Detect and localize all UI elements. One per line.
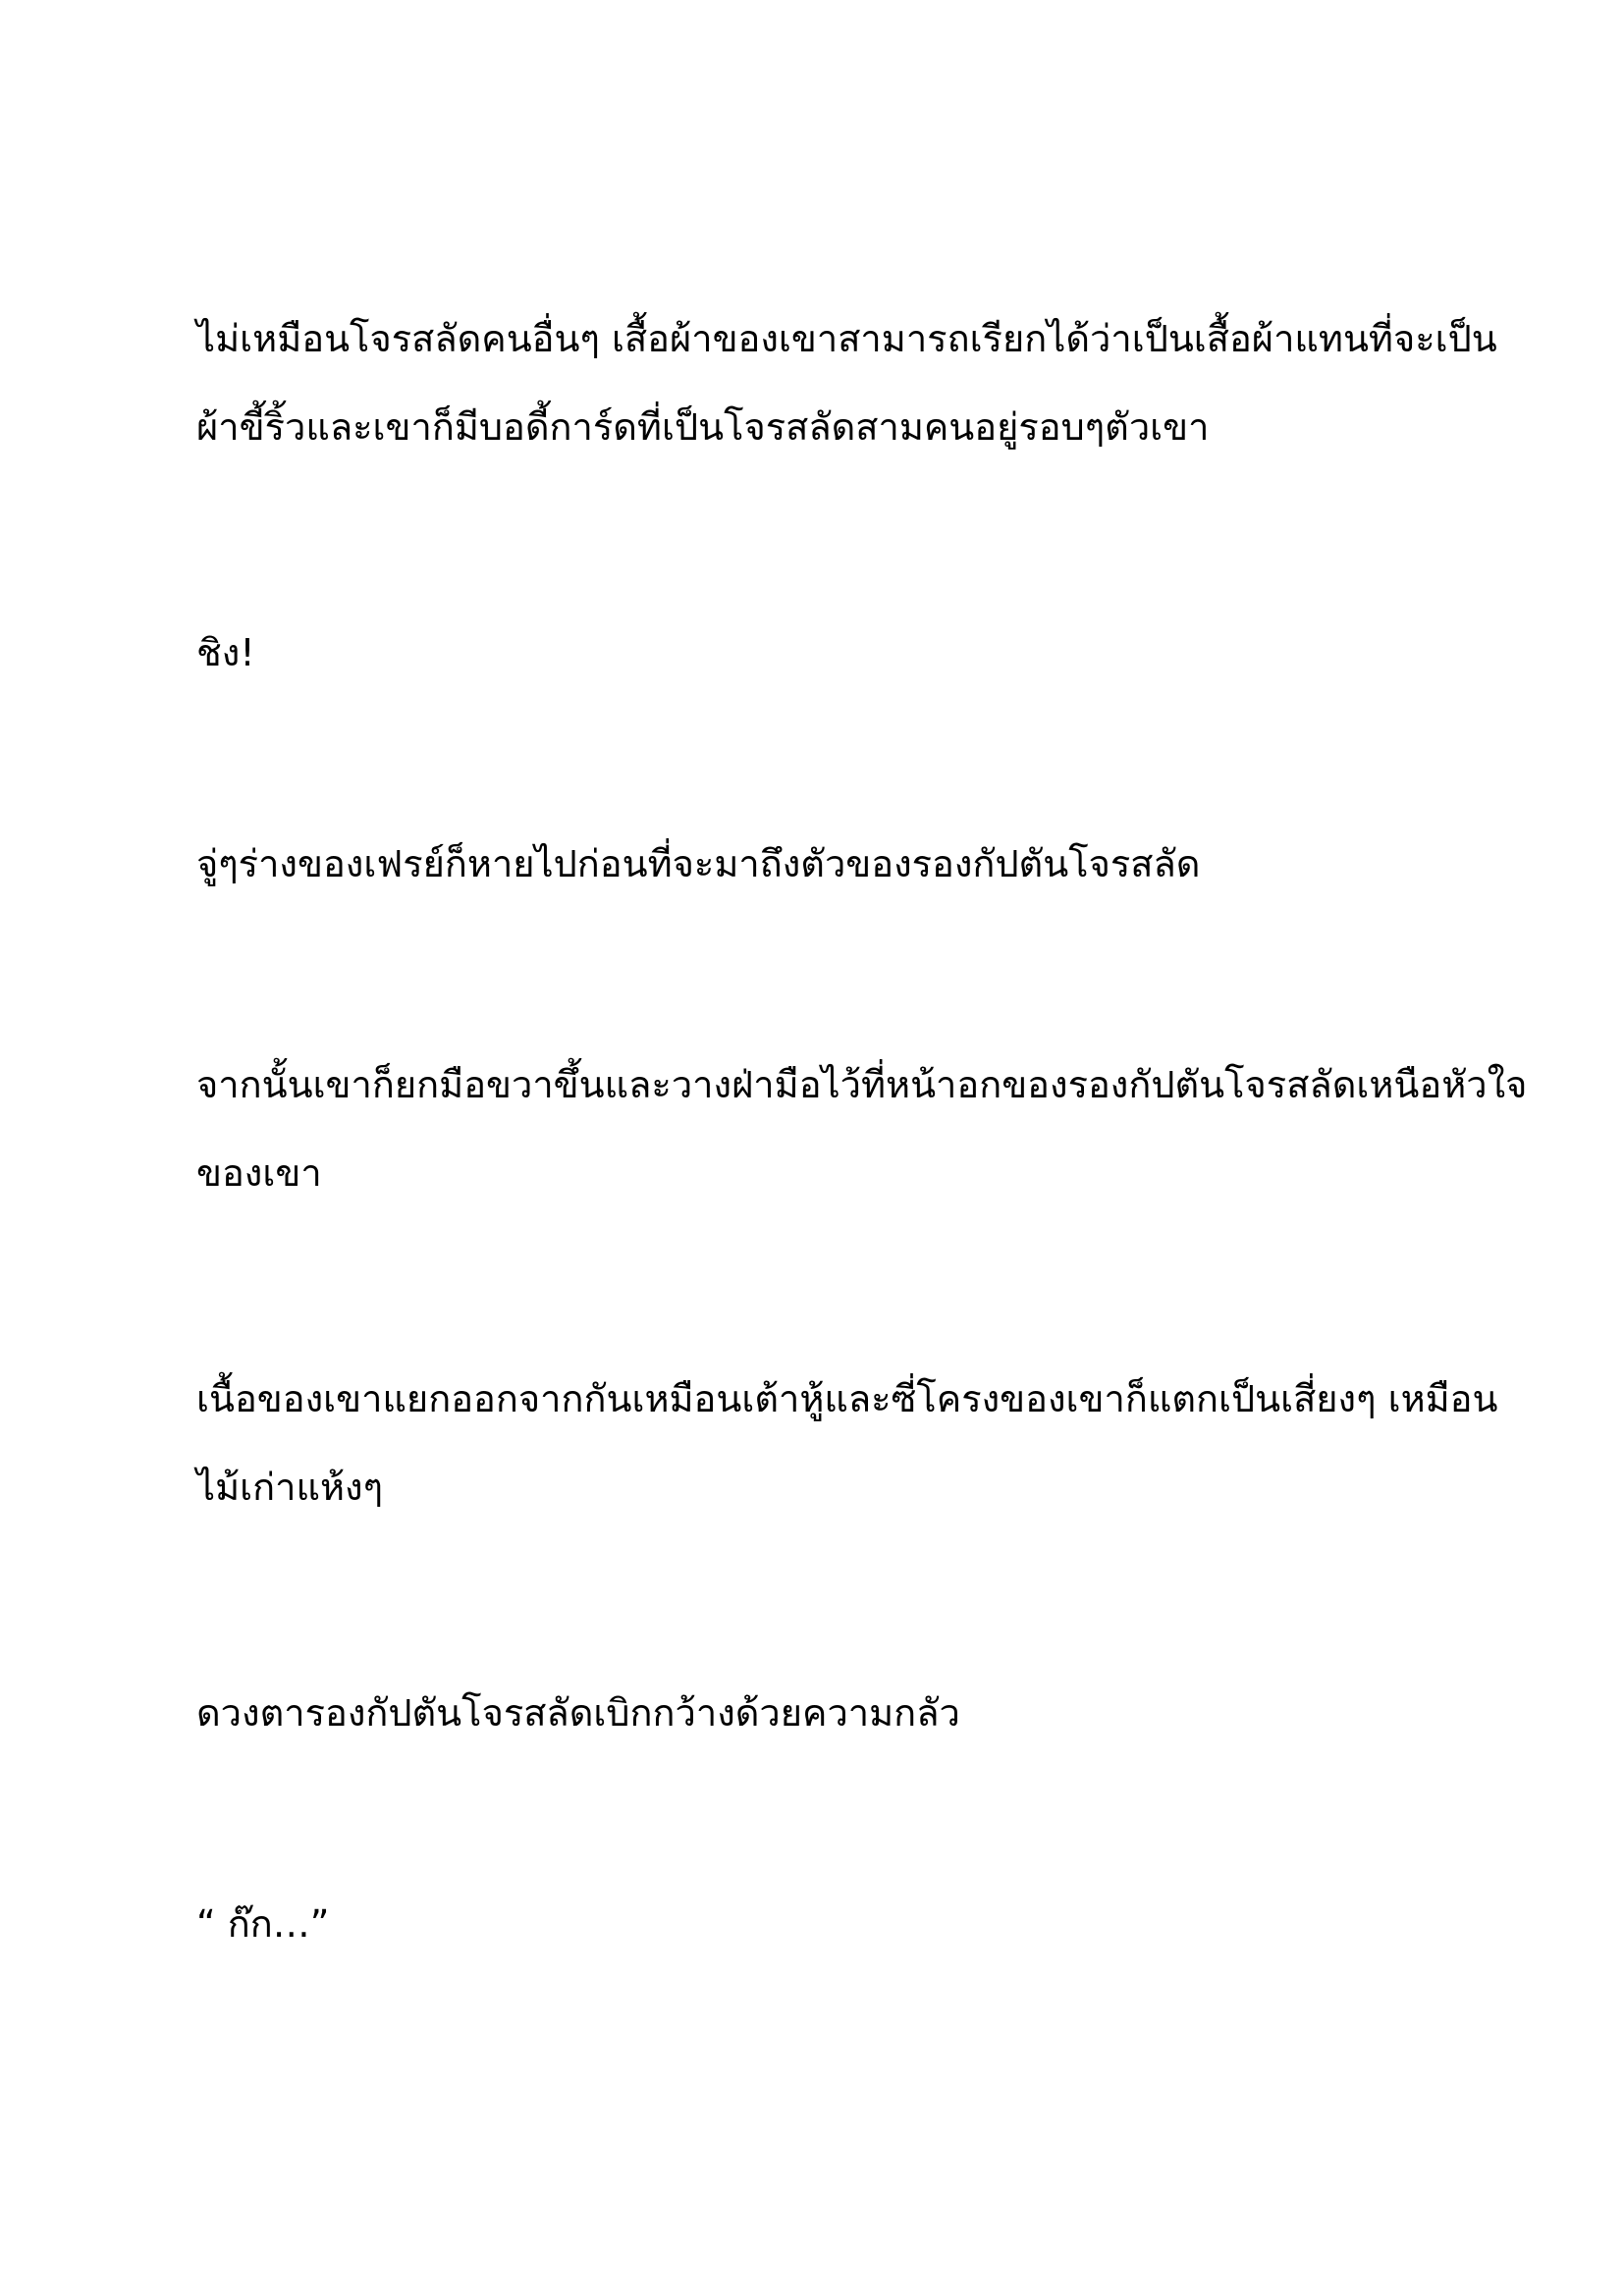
text-line: “ ก๊ก…” bbox=[196, 1902, 330, 1946]
text-line: เนื้อของเขาแยกออกจากกันเหมือนเต้าหู้และซี่โครงของเขาก็แตกเป็นเสี่ยงๆ เหมือน bbox=[196, 1377, 1498, 1420]
paragraph bbox=[196, 609, 1453, 697]
paragraph bbox=[196, 1669, 1453, 1757]
text-line: ดวงตารองกัปตันโจรสลัดเบิกกว้างด้วยความกลัว bbox=[196, 1691, 960, 1735]
text-line: ผ้าขี้ริ้วและเขาก็มีบอดี้การ์ดที่เป็นโจรสลัดสามคนอยู่รอบๆตัวเขา bbox=[196, 405, 1210, 449]
paragraph bbox=[196, 1880, 1453, 1968]
paragraph bbox=[196, 1355, 1498, 1531]
text-line: จากนั้นเขาก็ยกมือขวาขึ้นและวางฝ่ามือไว้ที่หน้าอกของรองกัปตันโจรสลัดเหนือหัวใจ bbox=[196, 1063, 1528, 1106]
text-line: ไม่เหมือนโจรสลัดคนอื่นๆ เสื้อผ้าของเขาสามารถเรียกได้ว่าเป็นเสื้อผ้าแทนที่จะเป็น bbox=[196, 317, 1497, 360]
paragraph bbox=[196, 294, 1497, 471]
text-line: ไม้เก่าแห้งๆ bbox=[196, 1466, 383, 1509]
text-line: จู่ๆร่างของเฟรย์ก็หายไปก่อนที่จะมาถึงตัวของรองกัปตันโจรสลัด bbox=[196, 842, 1201, 885]
paragraph bbox=[196, 1041, 1528, 1217]
text-line: ของเขา bbox=[196, 1151, 322, 1195]
paragraph bbox=[196, 820, 1453, 908]
text-line: ชิง! bbox=[196, 631, 255, 674]
